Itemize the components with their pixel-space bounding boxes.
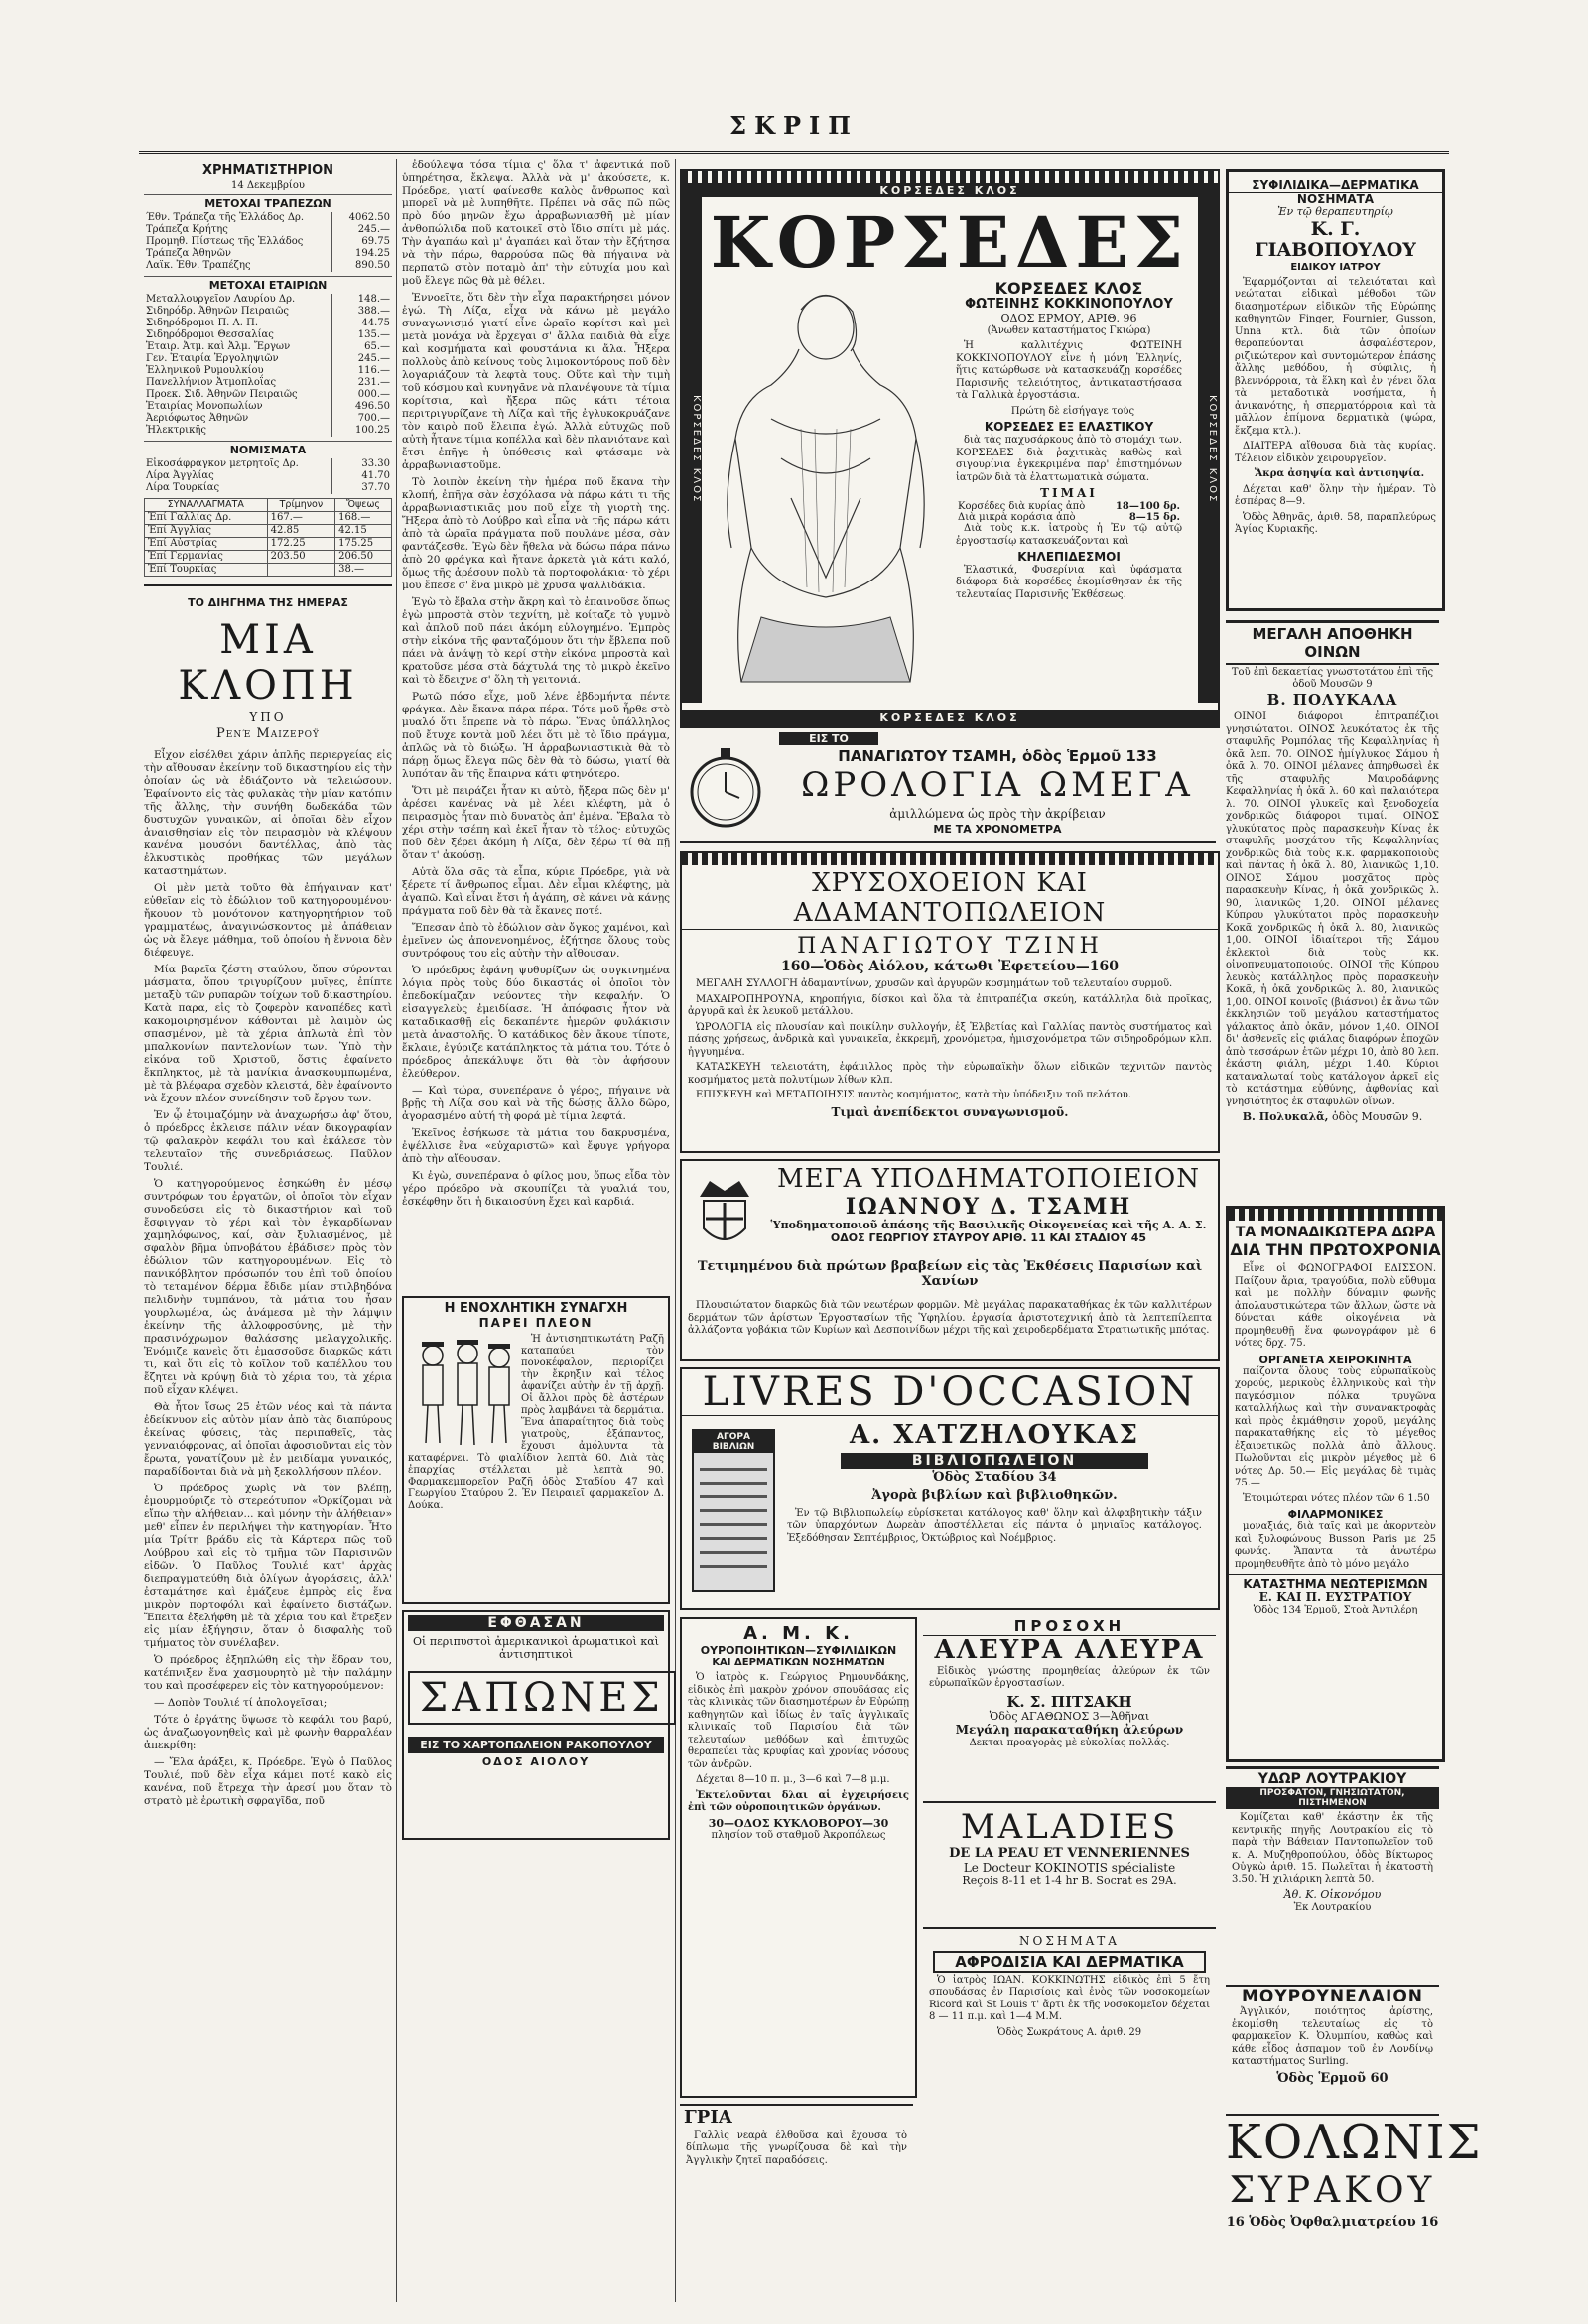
row-value: 65.— bbox=[332, 341, 393, 353]
exchange-title: ΧΡΗΜΑΤΙΣΤΗΡΙΟΝ bbox=[201, 163, 334, 178]
soap-big: ΣΑΠΩΝΕΣ bbox=[408, 1671, 676, 1725]
banks-table bbox=[144, 212, 392, 272]
column-2 bbox=[402, 159, 670, 2302]
pocket-watch-icon bbox=[686, 742, 765, 832]
uro-clinic-heading-1: ΟΥΡΟΠΟΙΗΤΙΚΩΝ—ΣΥΦΙΛΙΔΙΚΩΝ bbox=[700, 1644, 897, 1657]
row-label: Ἠλεκτρικῆς bbox=[146, 425, 206, 436]
corsets-text-block bbox=[950, 280, 1188, 604]
wines-address-name: Β. Πολυκαλᾶ, bbox=[1242, 1110, 1329, 1124]
syph-title2: ΝΟΣΗΜΑΤΑ bbox=[1296, 193, 1375, 206]
story-paragraph: — Ἔλα ἀράξει, κ. Πρόεδρε. Ἐγὼ ὁ Παῦλος Τουλιέ, ποῦ δὲν εἶχα κάμει ποτέ κακὸ εἰς κανένα, ποῦ ἔτρεχα τὴν ἀρεσί μου ὅταν τὸ στρατὸ μὲ ἐρωτικὴ σφραγῖδα, ποῦ bbox=[144, 1756, 392, 1807]
sneezing-men-illustration bbox=[408, 1334, 517, 1453]
fx-label: Ἐπί Ἀγγλίας bbox=[145, 525, 268, 538]
gifts-title: ΤΑ ΜΟΝΑΔΙΚΩΤΕΡΑ ΔΩΡΑ bbox=[1235, 1225, 1436, 1240]
row-label: Τράπεζα Κρήτης bbox=[146, 224, 228, 235]
price-value: 8—15 δρ. bbox=[1128, 512, 1180, 524]
column-1 bbox=[144, 159, 392, 2302]
gifts-heading-1: ΟΡΓΑΝΕΤΑ ΧΕΙΡΟΚΙΝΗΤΑ bbox=[1258, 1353, 1412, 1366]
aphrodisia-address: Ὁδὸς Σωκράτους Α. ἀριθ. 29 bbox=[996, 2026, 1142, 2038]
fx-three-month bbox=[267, 564, 334, 577]
story-paragraph: Θὰ ἦτον ἴσως 25 ἐτῶν νέος καὶ τὰ πάντα ἐδείκνυον εἰς αὐτὸν μίαν ἀπὸ τὰς διαπύρους ἐκείνας φύσεις, τὰς περιπαθεῖς, τὰς γενναιόφρονας, αἱ ὁποῖαι ἀφοσιοῦνται εἰς τὸν ἔρωτα, γονατίζουν μὲ ἐν μειδίαμα γυναικός, παραδίδονται διὰ νὰ μὴ ξεκολλήσουν πλέον. bbox=[144, 1401, 392, 1478]
synagogue-subtitle: ΠΑΡΕΙ ΠΛΕΟΝ bbox=[478, 1316, 594, 1330]
maladies-title: MALADIES bbox=[960, 1807, 1179, 1847]
aphrodisia-title: ΑΦΡΟΔΙΣΙΑ ΚΑΙ ΔΕΡΜΑΤΙΚΑ bbox=[933, 1951, 1206, 1973]
aphrodisia-head: ΝΟΣΗΜΑΤΑ bbox=[1019, 1934, 1120, 1948]
story-column-1 bbox=[144, 749, 392, 1808]
row-value: 116.— bbox=[332, 365, 393, 377]
flour-head: ΠΡΟΣΟΧΗ bbox=[923, 1617, 1216, 1636]
synagogue-text: Ἡ ἀντισηπτικωτάτη Ραζῆ καταπαύει τὸν πονοκέφαλον, περιορίζει τὴν ἔκρηξιν καὶ τέλος ἀφανίζει αὐτὴν ἐν τῇ ἀρχῇ. Οἱ ἄλλοι πρὸς δὲ ἀστέρων πρὸς λαμβάνει τὰ δερμάτια. Ἕνα ἀπαραίτητος διὰ τοὺς γιατροὺς, ἐξάπαντος, ἔχουσι ἀμόλυντα τὰ καταφέρνει. Τὸ φιαλίδιον λεπτὰ 60. Διὰ τὰς ἐπαρχίας στέλλεται μὲ λεπτὰ 90. Φαρμακεμπορεῖον Ραζῆ ὁδὸς Σταδίου 47 καὶ Γεωργίου Σταύρου 2. Ἐν Πειραιεῖ φαρμακεῖον Δ. Δούκα. bbox=[408, 1334, 664, 1511]
story-paragraph: Ἐννοεῖτε, ὅτι δὲν τὴν εἶχα παρακτήρησει μόνον ἐγώ. Τὴ Λίζα, εἶχα νὰ κάνω μὲ μεγάλο συναγωνισμό γιατί εἶνε ὡραῖο κορίτσι καὶ μεὶ μετὰ μονάχα νὰ ἔρχεγαι σ' ἄλλα παιδιὰ θὰ εἶχε καὶ κοσμήματα καὶ φουστάνια κι ἄλα. Ἦξερα πολλοὺς ἀπὸ κείνους τοὺς λιμοκοντόρους ποῦ δὲν λογαριάζουν τὰ λεφτὰ τους. Οὕτε καὶ τὴν τιμὴ τοῦ κόσμου καὶ κυνηγᾶνε νὰ πλανέψουνε τὰ τίμια κορίτσια, καὶ ἤξερα πῶς κάτι τέτοια περιτριγυρίζανε τὴ Λίζα καὶ τῆς ἐγλυκοκρυάζανε τὸν καιρὸ ποῦ ἔλειπα ἐγώ. Ἀλλὰ εὐτυχῶς ποῦ αὐτὴ ἦτανε τίμια κοπέλλα καὶ δὲν πλανιότανε καὶ ἔτσι ἐπῆγε ἡ ὑπόθεσις καὶ φτάσαμε νὰ ἀρραβωνιαστοῦμε. bbox=[402, 292, 670, 471]
table-row bbox=[144, 306, 392, 318]
story-column-2 bbox=[402, 159, 670, 1290]
watches-name: ΠΑΝΑΓΙΩΤΟΥ ΤΣΑΜΗ, ὁδὸς Ἑρμοῦ 133 bbox=[838, 747, 1157, 765]
table-row bbox=[144, 353, 392, 365]
corsets-address2: (Ἀνωθεν καταστήματος Γκιώρα) bbox=[987, 324, 1151, 336]
tutor-ad bbox=[680, 2104, 913, 2195]
fx-sight: 42.15 bbox=[335, 525, 392, 538]
books-title: LIVRES D'OCCASION bbox=[682, 1369, 1218, 1416]
fx-header: ΣΥΝΑΛΛΑΓΜΑΤΑ bbox=[145, 499, 268, 512]
row-value: 135.— bbox=[332, 329, 393, 341]
fx-three-month: 172.25 bbox=[267, 538, 334, 551]
soap-headline: ΕΦΘΑΣΑΝ bbox=[408, 1615, 664, 1631]
gifts-title2: ΔΙΑ ΤΗΝ ΠΡΩΤΟΧΡΟΝΙΑ bbox=[1230, 1240, 1441, 1259]
table-row bbox=[144, 401, 392, 413]
price-row bbox=[958, 501, 1180, 512]
row-value: 000.— bbox=[332, 389, 393, 401]
flour-title: ΑΛΕΥΡΑ ΑΛΕΥΡΑ bbox=[934, 1635, 1205, 1665]
story-paragraph: Ἔπεσαν ἀπὸ τὸ ἐδώλιον σὰν ὄγκος χαμένοι, καὶ ἐμεῖνεν ὡς ἀπονενοημένος, ἐζήτησε ὅλους τοὺς συντρόφους του εἰς αὐτὴν τὴν αἴθουσαν. bbox=[402, 922, 670, 960]
row-label: Μεταλλουργεῖον Λαυρίου Δρ. bbox=[146, 294, 296, 305]
story-paragraph: Τότε ὁ ἐργάτης ὕψωσε τὸ κεφάλι του βαρύ, ὡς ἀναζωογονηθεὶς καὶ μὲ φωνὴν θαρραλέαν ἀπεκρίθη: bbox=[144, 1714, 392, 1751]
uro-clinic-heading-2: ΚΑΙ ΔΕΡΜΑΤΙΚΩΝ ΝΟΣΗΜΑΤΩΝ bbox=[712, 1657, 885, 1668]
tutor-title: ΓΡΙΑ bbox=[684, 2107, 732, 2128]
table-row bbox=[144, 341, 392, 353]
books-text-block bbox=[781, 1421, 1208, 1548]
row-label: Λαϊκ. Ἐθν. Τραπέζης bbox=[146, 260, 251, 271]
table-row bbox=[144, 482, 392, 494]
row-value: 69.75 bbox=[332, 236, 393, 248]
corsets-address: ΟΔΟΣ ΕΡΜΟΥ, ΑΡΙΘ. 96 bbox=[1000, 312, 1137, 325]
row-label: Λίρα Ἀγγλίας bbox=[146, 470, 214, 481]
row-label: Ἑλληνικοῦ Ρυμουλκίου bbox=[146, 365, 264, 376]
maladies-sub: DE LA PEAU ET VENNERIENNES bbox=[949, 1846, 1190, 1862]
ads-area bbox=[680, 159, 1483, 2307]
syph-name: Κ. Γ. ΓΙΑΒΟΠΟΥΛΟΥ bbox=[1255, 217, 1416, 262]
books-name: Α. ΧΑΤΖΗΛΟΥΚΑΣ bbox=[849, 1420, 1140, 1450]
fx-label: Ἐπί Γαλλίας Δρ. bbox=[145, 512, 268, 525]
corsets-text-5: Ἐλαστικά, Φυσερίνια καὶ ὑφάσματα διάφορα διὰ κορσέδες ἐκομίσθησαν ἐκ τῆς τελευταίας Παρισινῆς Ἐκθέσεως. bbox=[956, 564, 1182, 600]
fx-three-month: 42.85 bbox=[267, 525, 334, 538]
syph-clinic-ad bbox=[1226, 169, 1445, 611]
companies-table bbox=[144, 294, 392, 437]
watches-title: ΕΙΣ ΤΟ bbox=[779, 732, 878, 745]
story-paragraph: Ὁ πρόεδρος ἐφάνη ψυθυρίζων ὡς συγκινημένα λόγια πρὸς τοὺς δύο δικαστάς οἱ ὁποῖοι τὸν ἐπεδοκίμαζαν νεύοντες τὴν κεφαλήν. Ὁ εἰσαγγελεὺς ἐμειδίασε. Ἡ ἀπόφασις ἦτον νὰ καταδικασθῇ εἰς δεκαπέντε ἡμερῶν φυλάκισιν μετὰ ἀναστολῆς. Ὁ κατάδικος δὲν ἄκουε τίποτε, ἔκλαιε, ἐγύριζε κατάπληκτος τὰ μάτια του. Τότε ὁ πρόεδρος ἀπεκάλυψε ὅτι θὰ τὸν ἀφήσουν ἐλεύθερον. bbox=[402, 965, 670, 1080]
story-paragraph: Ὅτι μὲ πειράζει ἦταν κι αὐτὸ, ἤξερα πῶς δὲν μ' ἀρέσει κανένας νὰ μὲ λέει κλέφτη, μὰ ὁ πειρασμὸς ἦταν πιὸ δυνατὸς ἀπ' ἐμένα. Ἔβαλα τὸ χέρι στὴν τσέπη καὶ ἐκεῖ ἦταν τὸ τέλος· εὐτυχῶς ποῦ δὲν ξέρει ἀκόμη ἡ Λίζα, δὲν ξέρω τί θὰ πῇ ὅταν τ' ἀκούσῃ. bbox=[402, 785, 670, 861]
fx-header-row bbox=[145, 499, 392, 512]
table-row bbox=[144, 458, 392, 470]
story-paragraph: Ἐκεῖνος ἐσήκωσε τὰ μάτια του δακρυσμένα, ἐψέλλισε ἕνα «εὐχαριστῶ» καὶ ἔφυγε γρήγορα ἀπὸ τὴν αἴθουσαν. bbox=[402, 1127, 670, 1165]
corsets-sideband-left: ΚΟΡΣΕΔΕΣ ΚΛΟΣ bbox=[682, 196, 702, 703]
row-label: Γεν. Ἑταιρία Ἐργοληψιῶν bbox=[146, 353, 279, 364]
aphrodisia-ad bbox=[923, 1935, 1216, 2094]
story-paragraph: Κι ἐγὼ, συνεπέρανα ὁ φίλος μου, ὅπως εἶδα τὸν γέρο πρόεδρο νὰ σκουπίζει τὰ γυαλιά του, ἐσκέφθην ὅτι ἡ δικαιοσύνη ἔχει καὶ καρδιά. bbox=[402, 1170, 670, 1208]
gifts-text-3: μοναξιάς, διὰ ταῖς καὶ με ἀκορντεὸν καὶ ξυλοφώνους Busson Paris με 25 φωνάς. Ἅπαντα τὰ ἀνωτέρω προμηθευθῆτε ἀπὸ τὸ μόνο μεγάλο bbox=[1235, 1521, 1436, 1570]
table-row bbox=[144, 389, 392, 401]
jewelry-name: ΠΑΝΑΓΙΩΤΟΥ ΤΖΙΝΗ bbox=[797, 933, 1103, 959]
codliver-title: ΜΟΥΡΟΥΝΕΛΑΙΟΝ bbox=[1241, 1987, 1424, 2006]
story-paragraph: Οἱ μὲν μετὰ τοῦτο θὰ ἐπήγαιναν κατ' εὐθεῖαν εἰς τὸ ἐδώλιον τοῦ κατηγορουμένου· ἤκουον τὸ μονότονον κατηγορητήριον τοῦ γραμματέως, ἀναγινώσκοντος μὲ ἀπάθειαν ὡς νὰ ἔλεγε μάθημα, τοῦ ὁποίου ἡ ἔννοια δὲν διέφευγε. bbox=[144, 882, 392, 959]
price-item: Διὰ μικρὰ κοράσια ἀπὸ bbox=[958, 512, 1076, 524]
corsets-bold2: ΚΗΛΕΠΙΔΕΣΜΟΙ bbox=[1017, 550, 1121, 565]
jewelry-text-5: ΕΠΙΣΚΕΥΗ καὶ ΜΕΤΑΠΟΙΗΣΙΣ παντὸς κοσμήματος, κατὰ τὴν ὑπόδειξιν τοῦ πελάτου. bbox=[696, 1090, 1131, 1101]
maladies-ad bbox=[923, 1808, 1216, 1929]
syph-cure: Ἄκρα ἀσηψία καὶ ἀντισηψία. bbox=[1254, 468, 1425, 480]
soap-text: Οἱ περιπυστοὶ ἀμερικανικοὶ ἀρωματικοὶ καὶ ἀντισηπτικοὶ bbox=[413, 1635, 659, 1661]
gifts-text-1: παίζοντα ὅλους τοὺς εὐρωπαϊκοὺς χορούς, μερικοὺς ἑλληνικοὺς καὶ τὴν παγκόσμιον πόλκα τρυγῶνα καταλλήλως καὶ τὴν συνανακτροφὰς καὶ πρὸς ἐκμάθησιν χοροῦ, μεγάλης παρακαταθήκης εἰς τὸ μέγεθος ἐξαιρετικῶς πολλὰ ἀπὸ ἄλλους. Πωλοῦνται εἰς μικρὸν μέγεθος μὲ 6 νότες Δρ. 50.— Εἰς μεγάλας δὲ τιμὰς 75.— bbox=[1235, 1365, 1436, 1488]
fx-label: Ἐπί Γερμανίας bbox=[145, 551, 268, 564]
loutraki-sub: ΠΡΟΣΦΑΤΟΝ, ΓΝΗΣΙΩΤΑΤΟΝ, ΠΙΣΤΗΜΕΝΟΝ bbox=[1226, 1787, 1439, 1809]
masthead-title: ΣΚΡΙΠ bbox=[729, 111, 859, 140]
masthead bbox=[139, 111, 1449, 154]
row-label: Σιδηρόδρομοι Π. Α. Π. bbox=[146, 318, 258, 328]
price-value: 18—100 δρ. bbox=[1115, 501, 1180, 513]
books-shop: ΒΙΒΛΙΟΠΩΛΕΙΟΝ bbox=[841, 1453, 1148, 1469]
uro-clinic-address: 30—ΟΔΟΣ ΚΥΚΛΟΒΟΡΟΥ—30 bbox=[708, 1816, 889, 1830]
row-value: 700.— bbox=[332, 413, 393, 425]
cologne-address: 16 Ὁδὸς Ὀφθαλμιατρείου 16 bbox=[1226, 2214, 1439, 2230]
table-row bbox=[144, 365, 392, 377]
story-section-title: ΤΟ ΔΙΗΓΗΜΑ ΤΗΣ ΗΜΕΡΑΣ bbox=[188, 596, 348, 609]
royal-crest-icon bbox=[690, 1175, 759, 1254]
corsets-ad bbox=[680, 169, 1220, 728]
fx-sight: 38.— bbox=[335, 564, 392, 577]
row-label: Προεκ. Σιδ. Ἀθηνῶν Πειραιῶς bbox=[146, 389, 298, 400]
currency-title: ΝΟΜΙΣΜΑΤΑ bbox=[144, 441, 392, 456]
corset-figure-illustration bbox=[712, 290, 940, 687]
table-row bbox=[144, 425, 392, 437]
loutraki-water-ad bbox=[1226, 1766, 1439, 1983]
codliver-address: Ὁδὸς Ἑρμοῦ 60 bbox=[1276, 2070, 1389, 2086]
fx-header: Ὄψεως bbox=[335, 499, 392, 512]
codliver-oil-ad bbox=[1226, 1985, 1439, 2111]
story-title: ΜΙΑ ΚΛΟΠΗ bbox=[178, 617, 358, 709]
fx-sight: 175.25 bbox=[335, 538, 392, 551]
gifts-heading-3: ΚΑΤΑΣΤΗΜΑ ΝΕΩΤΕΡΙΣΜΩΝ bbox=[1229, 1574, 1442, 1591]
corsets-prices bbox=[950, 501, 1188, 523]
table-row bbox=[145, 564, 392, 577]
story-paragraph: ἐδούλεψα τόσα τίμια ς' ὅλα τ' ἀφεντικά ποῦ ὑπηρέτησα, ἔκλεψα. Ἀλλὰ νὰ μ' ἀκούσετε, κ. Πρόεδρε, γιατί φαίνεσθε καλὸς ἄνθρωπος καὶ μπορεῖ νὰ μὲ λυπηθῆτε. Πρέπει νὰ σᾶς πῶ πῶς πρὸ δύο μηνῶν ἔχω ἀρραβωνιασθῆ μὲ μίαν ἀνθοπώλιδα ποῦ κατοικεῖ στὸ ἴδιο σπίτι μὲ μάς. Τὴν ἀγαπάω καὶ μ' ἀγαπάει καὶ ὅταν τὴν ἔζήτησα νὰ τὴν πάρω, θαρρούσα πῶς θὰ πήγαινα νὰ περπατῶ στὸν ποταμὸ ἀπ' τὴν εὐτυχία μου καὶ μοῦ ἔλεγε πῶς θὰ μὲ θέλει. bbox=[402, 159, 670, 287]
syph-role: ΕΙΔΙΚΟΥ ΙΑΤΡΟΥ bbox=[1290, 262, 1381, 274]
table-row bbox=[145, 538, 392, 551]
cologne-title: ΚΟΛΩΝΙΣ bbox=[1226, 2115, 1483, 2170]
synagogue-ad bbox=[402, 1296, 670, 1604]
table-row bbox=[144, 377, 392, 389]
exchange-date: 14 Δεκεμβρίου bbox=[231, 180, 305, 191]
corsets-text-2: Πρώτη δὲ εἰσήγαγε τοὺς bbox=[1010, 405, 1135, 417]
story-header bbox=[144, 584, 392, 741]
table-row bbox=[144, 294, 392, 306]
uro-clinic-text: Ὁ ἰατρὸς κ. Γεώργιος Ρημουνδάκης, εἰδικὸς ἐπὶ μακρὸν χρόνον σπουδάσας εἰς τὰς κλινικὰς τῶν διασημοτέρων ἐν Εὐρώπῃ καθηγητῶν καὶ ἰδίως ἐν ταῖς ἀγγλικαῖς κλινικαῖς τοῦ Παρισίου διὰ τῶν τελευταίων μεθόδων καὶ ἐπιτυχῶς θεραπεύει τὰς κρυφίας καὶ χρονίας νόσους τῶν ἀνδρῶν. bbox=[688, 1672, 909, 1770]
syph-hours: Δέχεται καθ' ὅλην τὴν ἡμέραν. Τὸ ἑσπέρας 8—9. bbox=[1235, 483, 1436, 508]
flour-text: Εἰδικὸς γνώστης προμηθείας ἀλεύρων ἐκ τῶν εὐρωπαϊκῶν ἐργοστασίων. bbox=[929, 1665, 1210, 1690]
table-row bbox=[144, 248, 392, 260]
fx-sight: 168.— bbox=[335, 512, 392, 525]
syph-address: Ὁδὸς Ἀθηνᾶς, ἀριθ. 58, παραπλεύρως Ἁγίας Κυριακῆς. bbox=[1235, 511, 1436, 536]
corsets-bottom: ΚΟΡΣΕΔΕΣ ΚΛΟΣ bbox=[682, 710, 1218, 726]
table-row bbox=[144, 329, 392, 341]
story-paragraph: — Δοπὸν Τουλιέ τί ἀπολογεῖσαι; bbox=[154, 1697, 328, 1709]
loutraki-sign: Ἀθ. Κ. Οἰκονόμου bbox=[1283, 1888, 1382, 1901]
jewelry-text-3: ὩΡΟΛΟΓΙΑ εἰς πλουσίαν καὶ ποικίλην συλλογήν, ἐξ Ἑλβετίας καὶ Γαλλίας παντὸς συστήματος καὶ πάσης χρήσεως, ἀνδρικὰ καὶ γυναικεῖα, ἐκκρεμῆ, χρονόμετρα, ἠμισχονόμετρα τῶν σιδηροδρόμων κλπ. ἠγγυημένα. bbox=[688, 1021, 1212, 1058]
uro-clinic-ad bbox=[680, 1617, 917, 2098]
row-value: 37.70 bbox=[332, 482, 393, 494]
corsets-sub1: ΚΟΡΣΕΔΕΣ ΚΛΟΣ bbox=[994, 279, 1143, 298]
jewelry-ad bbox=[680, 851, 1220, 1153]
synagogue-title: Η ΕΝΟΧΛΗΤΙΚΗ ΣΥΝΑΓΧΗ bbox=[444, 1301, 628, 1316]
table-row bbox=[145, 512, 392, 525]
table-row bbox=[144, 470, 392, 482]
jewelry-text-1: ΜΕΓΑΛΗ ΣΥΛΛΟΓΗ ἀδαμαντίνων, χρυσῶν καὶ ἀργυρῶν κοσμημάτων τοῦ τελευταίου συρμοῦ. bbox=[696, 978, 1173, 990]
row-value: 496.50 bbox=[332, 401, 393, 413]
wines-ad bbox=[1226, 620, 1439, 1196]
story-paragraph: — Καὶ τώρα, συνεπέρανε ὁ γέρος, πήγαινε νὰ βρῇς τὴ Λίζα σου καὶ νὰ τῆς δώσῃς ἄλλο δῶρο, ἀγορασμένο αὐτή τὴ φορά μὲ τίμια λεφτά. bbox=[402, 1085, 670, 1122]
watches-line2: ΜΕ ΤΑ ΧΡΟΝΟΜΕΤΡΑ bbox=[933, 823, 1062, 836]
watches-big: ΩΡΟΛΟΓΙΑ ΩΜΕΓΑ bbox=[801, 765, 1194, 805]
uro-clinic-note: Ἐκτελοῦνται δλαι αἱ ἐγχειρήσεις ἐπὶ τῶν οὐροποιητικῶν ὀργάνων. bbox=[688, 1789, 909, 1813]
shoes-text: Πλουσιώτατον διαρκῶς διὰ τῶν νεωτέρων φορμῶν. Μὲ μεγάλας παρακαταθήκας ἐκ τῶν καλλιτέρων δερμάτων τῶν ἀρίστων Ἐργοστασίων τῆς Ὑφηλίου. ἐργασία ἀριστοτεχνική ἀπὸ τὰ λεπτεπίλεπτα ἀλλάζοντα γοβάκια τῶν Κυρίων καὶ Δεσποινίδων μέχρι τῆς καὶ χειροδερδέματα Στρατιωτικῆς μπότας. bbox=[688, 1300, 1212, 1336]
corsets-top: ΚΟΡΣΕΔΕΣ ΚΛΟΣ bbox=[682, 183, 1218, 197]
companies-title: ΜΕΤΟΧΑΙ ΕΤΑΙΡΙΩΝ bbox=[144, 276, 392, 292]
maladies-hours: Reçois 8-11 et 1-4 hr B. Socrat es 29A. bbox=[962, 1873, 1177, 1887]
story-paragraph: Ἐν ᾧ ἐτοιμαζόμην νὰ ἀναχωρήσω ἀφ' ὅτου, ὁ πρόεδρος ἐκλεισε πάλιν νέαν δικογραφίαν τῷ φαλακρὸν κεφάλι του καὶ ἐκάλεσε τὸν τελευταῖον τῆς συνεδριάσεως. Παῦλον Τουλιέ. bbox=[144, 1109, 392, 1173]
story-paragraph: Ὁ πρόεδρος ἐξηπλώθη εἰς τὴν ἕδραν του, κατέπνιξεν ἕνα χασμουρητὸ μὲ τὴν παλάμην του καὶ προσέφερεν εἰς τὸν κατηγορούμενον: bbox=[144, 1654, 392, 1692]
table-row bbox=[144, 224, 392, 236]
story-paragraph: Ἐγὼ τὸ ἔβαλα στὴν ἄκρη καὶ τὸ ἐπαινοῦσε ὅπως ἐγὼ μπροστὰ στὸν τεχνίτη, μὲ κοίταζε τὸ γυμνὸ καὶ ἀπλοῦ ποῦ πάει ἀκόμη εὐλογημένο. Ἐμπρὸς στὴν εἰκόνα τῆς φανταζόμουν ὅτι τὴν ἔβλεπα ποῦ πάει νὰ ἀνάψῃ τὸ κερί στὴν εἰκόνα μπροστὰ καὶ κρατοῦσε μέσα στὰ δάχτυλά της τὸ μικρὸ ἐκεῖνο καὶ τὸ ἔδειχνε σ' ὅλη τὴ γειτονιά. bbox=[402, 596, 670, 686]
table-row bbox=[145, 525, 392, 538]
banks-title: ΜΕΤΟΧΑΙ ΤΡΑΠΕΖΩΝ bbox=[144, 194, 392, 210]
books-address: Ὁδὸς Σταδίου 34 bbox=[932, 1469, 1057, 1485]
stripe-border bbox=[1229, 1209, 1442, 1221]
row-value: 100.25 bbox=[332, 425, 393, 437]
row-value: 245.— bbox=[332, 224, 393, 236]
stripe-border bbox=[682, 853, 1218, 865]
wines-text: ΟΙΝΟΙ διάφοροι ἐπιτραπέζιοι γνησιώτατοι. ΟΙΝΟΣ λευκότατος ἐκ τῆς σταφυλῆς Ρομπόλας τῆς Κεφαλληνίας ἡ ὀκᾶ λεπ. 70. ΟΙΝΟΣ ἠμίγλυκος Σάμου ἡ ὀκᾶ λ. 70. ΟΙΝΟΙ μέλανες ἀπηρθωσεὶ ἐκ τῆς σταφυλῆς Μαυροδάφνης Κεφαλληνίας ἡ ὀκᾶ λ. 60 καὶ παλαιότερα λ. 70. ΟΙΝΟΙ γλυκεῖς καὶ ξενοδοχεία χονδρικῶς διάφοροι τιμαί. ΟΙΝΟΣ γλυκύτατος πρὸς παρασκευὴν Κίνας ἐκ σταφυλῆς μοσχάτου τῆς Κεφαλληνίας χονδρικῶς διὰ τοὺς κ.κ. φαρμακοποιοὺς καὶ πάντας ἡ ὀκᾶ λ. 80, λιανικῶς 1,10. ΟΙΝΟΣ Σάμου μοσχᾶτος πρὸς παρασκευὴν Κίνας, ἡ ὀκᾶ χονδρικῶς λ. 90, λιανικῶς 1,20. ΟΙΝΟΙ μέλανες Κύπρου γλυκύτατοι πρὸς παρασκευὴν Κοκᾶ χονδρικῶς ἡ ὀκᾶ λ. 80, λιανικῶς 1,00. ΟΙΝΟΙ ἰδιαίτεροι τῆς Σάμου ἐκλεκτοὶ διὰ τοὺς κκ. οἰνοπνευματοποιούς. ΟΙΝΟΙ τῆς Κύπρου λευκὸς κατάλληλος πρὸς παρασκευὴν Κοκᾶ, ἡ ὀκᾶ χονδρικῶς λ. 80, λιανικῶς 1,00. ΟΙΝΟΙ κοινοῖς (βιάσνοι) ἐκ ἄνω τῶν ἐκκλησιῶν τοῦ μεγάλου καταστήματος γάλακτος ἀπὸ ὀκᾶν, μόνον 1,40. ΟΙΝΟΙ δι' ἀσθενεῖς εἰς φιάλας διαφόρων ἐποχῶν ἀπὸ τεσσάρων ἐτῶν μέχρι 10, ἀπὸ 80 λεπ. ἑκάστη φιάλη, μέχρι 1.40. Κύριοι καταναλωταί τοὺς κατάλογον ἀρκεῖ εἰς τὸ κατάστημα εὐθύνης, ἀφθονίας καὶ γνησιότητος ἐκ σταφυλῶν οἴνων. bbox=[1226, 711, 1439, 1107]
gifts-text: Εἶνε οἱ ΦΩΝΟΓΡΑΦΟΙ ΕΔΙΣΣΟΝ. Παίζουν ἄρια, τραγούδια, πολὺ εὔθυμα καὶ με πολλὴν δύναμιν φωνῆς ἀπολαυστικώτερα τῶν ἄλλων, ὥστε νὰ δύναται κάθε οἰκογένεια νὰ προμηθευθῇ ἕνα φωνογράφον μὲ 6 νότες δρχ. 75. bbox=[1235, 1263, 1436, 1349]
story-paragraph: Αὐτὰ ὅλα σᾶς τὰ εἶπα, κύριε Πρόεδρε, γιὰ νὰ ξέρετε τί ἄνθρωπος εἶμαι. Δὲν εἶμαι κλέφτης, μὰ ἀγαπῶ. Καὶ εἶναι ἔτσι ἡ ἀγάπη, σὲ κάνει νὰ κάνῃς πράγματα ποῦ δὲν θὰ τὰ ἔκανες ποτέ. bbox=[402, 866, 670, 917]
row-value: 44.75 bbox=[332, 318, 393, 329]
corsets-sub2: ΦΩΤΕΙΝΗΣ ΚΟΚΚΙΝΟΠΟΥΛΟΥ bbox=[965, 297, 1173, 313]
row-label: Ἑταιρ. Ἀτμ. καὶ Ἀλμ. Ἔργων bbox=[146, 341, 291, 352]
row-value: 890.50 bbox=[332, 260, 393, 272]
row-value: 231.— bbox=[332, 377, 393, 389]
jewelry-address: 160—Ὁδὸς Αἰόλου, κάτωθι Ἐφετείου—160 bbox=[781, 959, 1119, 975]
jewelry-text-2: ΜΑΧΑΙΡΟΠΗΡΟΥΝΑ, κηροπήγια, δίσκοι καὶ ὅλα τὰ ἐπιτραπέζια σκεύη, κατάλληλα διὰ προῖκας, ἀργυρᾶ καὶ ἐκ λευκοῦ μετάλλου. bbox=[688, 993, 1212, 1018]
watches-ad bbox=[680, 732, 1216, 843]
books-text: Ἐν τῷ Βιβλιοπωλείῳ εὑρίσκεται κατάλογος καθ' ὅλην καὶ ἀλφαβητικὴν τάξιν τῶν ὑπαρχόντων Δωρεὰν ἀποστέλλεται εἰς πάντα ὁ μηνιαῖος κατάλογος. Ἐξεδόθησαν Σεπτέμβριος, Ὀκτώβριος καὶ Νοέμβριος. bbox=[787, 1507, 1202, 1544]
row-label: Τράπεζα Ἀθηνῶν bbox=[146, 248, 231, 259]
wines-address-line bbox=[1226, 1111, 1439, 1124]
flour-address: Ὁδὸς ΑΓΑΘΩΝΟΣ 3—Ἀθῆναι bbox=[989, 1710, 1150, 1724]
row-value: 33.30 bbox=[332, 458, 393, 470]
corsets-text-4: Διὰ τοὺς κ.κ. ἰατροὺς ἡ Ἐν τῷ αὐτῷ ἐργοστασίῳ κατασκευάζονται καὶ bbox=[956, 523, 1182, 547]
jewelry-bottom: Τιμαὶ ἀνεπίδεκτοι συναγωνισμοῦ. bbox=[831, 1104, 1069, 1119]
row-value: 4062.50 bbox=[332, 212, 393, 224]
loutraki-sign2: Ἐκ Λουτρακίου bbox=[1293, 1901, 1372, 1913]
story-paragraph: Μία βαρεῖα ζέστη σταύλου, ὅπου σύρονται μάσματα, ὅπου τριγυρίζουν μυῖγες, ἐπίπτε μεταξὺ τῶν ρυπαρῶν τοίχων τοῦ δικαστηρίου. Κατὰ παρα, εἰς τὸ ζοφερὸν καναπέδες κατὶ κακομοιρησμένον κάθονται μὲ λαιμὸν ὡς σπασμένον, μὲ τὰ χέρια ἀπλωτὰ ἐπὶ τὸν μπαλκονίων παντελονίων των. Ὑπὸ τὴν εἰκόνα τοῦ Χριστοῦ, ὅστις ἐφαίνετο ἔκπληκτος, μὲ τὰ μανίκια ἀνασκουμπωμένα, μὲ τὰ βλέφαρα σχεδὸν κλειστά, δὲν ἐφαίνοντο νὰ ἔχουν πλέον συνείδησιν τοῦ ἔργου των. bbox=[144, 964, 392, 1104]
uro-clinic-address2: πλησίον τοῦ σταθμοῦ Ἀκροπόλεως bbox=[711, 1830, 886, 1842]
table-row bbox=[144, 212, 392, 224]
table-row bbox=[145, 551, 392, 564]
row-value: 245.— bbox=[332, 353, 393, 365]
table-row bbox=[144, 260, 392, 272]
loutraki-title: ΥΔΩΡ ΛΟΥΤΡΑΚΙΟΥ bbox=[1257, 1771, 1407, 1787]
price-item: Κορσέδες διὰ κυρίας ἀπὸ bbox=[958, 501, 1086, 513]
jewelry-title: ΧΡΥΣΟΧΟΕΙΟΝ ΚΑΙ ΑΔΑΜΑΝΤΟΠΩΛΕΙΟΝ bbox=[682, 869, 1218, 930]
row-label: Έθν. Τράπεζα τῆς Ἑλλάδος Δρ. bbox=[146, 212, 305, 223]
stripe-border bbox=[682, 171, 1218, 183]
syph-title: ΣΥΦΙΛΙΔΙΚΑ—ΔΕΡΜΑΤΙΚΑ bbox=[1229, 178, 1442, 193]
row-label: Ἀεριόφωτος Ἀθηνῶν bbox=[146, 413, 249, 424]
currency-table bbox=[144, 458, 392, 494]
gifts-ad bbox=[1226, 1206, 1445, 1762]
story-paragraph: Εἶχον εἰσέλθει χάριν ἁπλῆς περιεργείας εἰς τὴν αἴθουσαν ἐκείνην τοῦ δικαστηρίου εἰς τὴν ὁποίαν ὡς νὰ ἐδιάζοντο νὰ τελειώσουν. Ἐφαίνοντο εἰς τὰς φυλακὰς τὴν μίαν κατόπιν τῆς ἄλλης, τὴν συνήθη δωδεκάδα τῶν δυστυχῶν γυναικῶν, αἱ ὁποῖαι δὲν εἶχον ἀναισθησίαν εἰς τὸν πειρασμὸν νὰ κλέψουν κανένα μουσόνι δαντέλλας, ἀπὸ τὰς ἐλκυστικὰς προθήκας τῶν μεγάλων καταστημάτων. bbox=[144, 749, 392, 877]
syph-text: Ἐφαρμόζονται αἱ τελειόταται καὶ νεώταται εἰδικαὶ μέθοδοι τῶν διασημοτέρων εἰδικῶν τῆς Εὐρώπης καθηγητῶν Finger, Fournier, Gusson, Unna κτλ. διὰ τῶν ὁποίων θεραπεύονται ἀσφαλέστερον, ριζικώτερον καὶ συντομώτερον ἐπάσης ἄλλης μεθόδου, ἡ σύφιλις, ἡ βλεννόρροια, τὰ ἕλκη καὶ ἐν γένει ὅλα τὰ μεταδοτικὰ νοσήματα, ἡ ἀνικανότης, ἡ σπερματόρροια καὶ τὰ μᾶλλον ἐπίμονα δερματικὰ (ψώρα, ἔκζεμα κτλ.). bbox=[1235, 276, 1436, 437]
bookshelf-icon bbox=[700, 1459, 767, 1568]
shoes-text-block bbox=[765, 1165, 1212, 1244]
shoes-name: ΙΩΑΝΝΟΥ Δ. ΤΣΑΜΗ bbox=[845, 1193, 1132, 1220]
fx-label: Ἐπί Τουρκίας bbox=[145, 564, 268, 577]
shoes-award: Τετιμημένου διὰ πρώτων βραβείων εἰς τὰς Ἐκθέσεις Παρισίων καὶ Χανίων bbox=[697, 1259, 1203, 1289]
flour-ad bbox=[923, 1617, 1216, 1803]
books-ad bbox=[680, 1367, 1220, 1610]
books-slogan: Ἀγορὰ βιβλίων καὶ βιβλιοθηκῶν. bbox=[871, 1487, 1118, 1503]
row-label: Εἰκοσάφραγκον μετρητοῖς Δρ. bbox=[146, 458, 299, 469]
cologne-ad bbox=[1226, 2114, 1483, 2284]
fx-table bbox=[144, 498, 392, 577]
maladies-doctor: Le Docteur KOKINOTIS spécialiste bbox=[963, 1861, 1176, 1875]
jewelry-text-4: ΚΑΤΑΣΚΕΥΗ τελειοτάτη, ἐφάμιλλος πρὸς τὴν εὐρωπαϊκὴν ὅλων εἰδικῶν τεχνιτῶν παντὸς κοσμήματος μετὰ πολυτίμων λίθων κλπ. bbox=[688, 1062, 1212, 1086]
story-paragraph: Ὁ πρόεδρος χωρὶς νὰ τὸν βλέπῃ, ἐμουρμούριζε τὸ στερεότυπον «Ὀρκίζομαι νὰ εἴπω τὴν ἀλήθειαν... καὶ μόνην τὴν ἀλήθειαν» μεθ' εἶπεν ἐν περιλήψει τὴν κατηγορίαν. Ἦτο μία Τρίτη βράδυ εἰς τὰ Κάρτερα πῶς τοῦ Λούβρου καὶ εἰς τὸ τμῆμα τῶν Παρισινῶν εἰδῶν. Ὁ Παῦλος Τουλιέ κατ' ἀρχὰς διεπραγματεύθη διὰ ὀλίγων ἀγοράσεις, ἀλλ' ἐσταμάτησε καὶ ἐμάζευε ἐμπρὸς εἰς ἕνα μικρὸν πορτοφόλι καὶ ἐφαίνετο διστάζων. Ἔπειτα ἐξελήφθη μὲ τὰ χέρια του καὶ ἔτρεξεν εἰς μίαν ἐξήγησιν, ὅταν ὁ δισφαλὴς τοῦ τμήματος τὸν συνέλαβεν. bbox=[144, 1483, 392, 1649]
flour-foot: Δεκται προαγορὰς μὲ εὐκολίας πολλάς. bbox=[969, 1737, 1170, 1748]
price-row bbox=[958, 512, 1180, 523]
story-paragraph: Τὸ λοιπὸν ἐκείνη τὴν ἡμέρα ποῦ ἔκανα τὴν κλοπή, ἐπῆγα σὰν ἐσχόλασα νὰ πάρω κάτι τι τῆς ἀρραβωνιαστικιᾶς μου ποῦ εἶχε τὴ γιορτὴ της. Ἤξερα ἀπὸ τὸ Λούβρο καὶ εἶπα νὰ τῆς πάρω κάτι ἀπὸ τὰ ὡραῖα πράγματα ποῦ πουλάνε μέσα, σὰν φαντάζεσθε. Ἐγὼ δὲν ἤθελα νὰ δώσω πάρα πάνω ἀπὸ 20 φράγκα καὶ ἤτανε ἀρκετὰ γιὰ κάτι καλό, ὅμως τῆς ἀρέσουν πολὺ τὰ πορτοφολάκια· τὸ χέρι μου ἔπεσε σ' ἕνα μικρὸ μὲ χρυσᾶ ψαλλιδάκια. bbox=[402, 476, 670, 591]
fx-label: Ἐπί Αὐστρίας bbox=[145, 538, 268, 551]
corsets-bold: ΚΟΡΣΕΔΕΣ ΕΞ ΕΛΑΣΤΙΚΟΥ bbox=[984, 420, 1154, 435]
loutraki-text: Κομίζεται καθ' ἑκάστην ἐκ τῆς κεντρικῆς πηγῆς Λουτρακίου εἰς τὸ παρὰ τὴν Βάθειαν Παντοπωλεῖον τοῦ κ. Α. Μυζηθροπούλου, ὁδὸς Βίκτωρος Οὑγκὼ ἀριθ. 15. Πωλεῖται ἡ ἑκατοστὴ 3.50. Ἡ χιλιάρικη λεπτὰ 50. bbox=[1232, 1812, 1433, 1885]
wines-name: Β. ΠΟΛΥΚΑΛΑ bbox=[1266, 691, 1398, 709]
aphrodisia-text: Ὁ ἰατρὸς ΙΩΑΝ. ΚΟΚΚΙΝΩΤΗΣ εἰδικὸς ἐπὶ 5 ἔτη σπουδάσας ἐν Παρισίοις καὶ ἐνὸς τῶν νοσοκομείων Ricord καὶ St Louis τ' ἄρτι ἐκ τῆς νοσοκομεῖον δέχεται 8 — 11 π.μ. καὶ 1—4 Μ.Μ. bbox=[929, 1974, 1210, 2023]
flour-bold: Μεγάλη παρακαταθήκη ἀλεύρων bbox=[955, 1722, 1184, 1737]
shoes-ad bbox=[680, 1159, 1220, 1361]
fx-three-month: 167.— bbox=[267, 512, 334, 525]
story-paragraph: Ρωτῶ πόσο εἶχε, μοῦ λένε ἑβδομήντα πέντε φράγκα. Δὲν ἔκανα πάρα πέρα. Τότε μοῦ ἦρθε στὸ μυαλό ὅτι ἔπρεπε νὰ τὸ πάρω. Ἕνας ὑπάλληλος ποῦ ἔτυχε κοντὰ μοῦ λέει ὅτι μὲ τὸ ἴδιο πράγμα, ἀπλῶς νὰ τὸ διώξω. Ἡ ἀρραβωνιαστικιὰ θὰ τὸ πάρῃ ὅμως ἔλεγα πῶς δὲν θὰ τὸ δώσω, γιατί θὰ λυπόταν ἂν τῆς ἔπαιρνα κάτι φτηνότερο. bbox=[402, 691, 670, 780]
tutor-text: Γαλλὶς νεαρὰ ἐλθοῦσα καὶ ἔχουσα τὸ δίπλωμα τῆς γνωρίζουσα δὲ καὶ τὴν Ἀγγλικὴν ζητεῖ παραδόσεις. bbox=[686, 2130, 907, 2166]
row-value: 148.— bbox=[332, 294, 393, 306]
corsets-prices-title: ΤΙΜΑΙ bbox=[1040, 486, 1098, 501]
uro-clinic-hours: Δέχεται 8—10 π. μ., 3—6 καὶ 7—8 μ.μ. bbox=[696, 1774, 890, 1785]
watches-line1: ἀμιλλώμενα ὡς πρὸς τὴν ἀκρίβειαν bbox=[889, 807, 1106, 821]
table-row bbox=[144, 413, 392, 425]
row-value: 194.25 bbox=[332, 248, 393, 260]
row-value: 41.70 bbox=[332, 470, 393, 482]
wines-title: ΜΕΓΑΛΗ ΑΠΟΘΗΚΗ ΟΙΝΩΝ bbox=[1226, 620, 1439, 665]
story-author: Ρενέ Μαιζεροϋ bbox=[216, 726, 320, 741]
table-row bbox=[144, 236, 392, 248]
row-label: Προμηθ. Πίστεως τῆς Ἑλλάδος bbox=[146, 236, 304, 247]
flour-name: Κ. Σ. ΠΙΤΣΑΚΗ bbox=[1006, 1692, 1132, 1711]
fx-header: Τρίμηνον bbox=[267, 499, 334, 512]
shoes-sub: Ὑποδηματοποιοῦ ἁπάσης τῆς Βασιλικῆς Οἰκογενείας καὶ τῆς Α. Α. Σ. bbox=[770, 1219, 1207, 1232]
wines-address: ὁδὸς Μουσῶν 9. bbox=[1331, 1110, 1423, 1124]
gifts-address: Ὁδὸς 134 Ἑρμοῦ, Στοὰ Ἀντιλέρη bbox=[1253, 1604, 1418, 1615]
books-illustration bbox=[692, 1429, 775, 1592]
fx-sight: 206.50 bbox=[335, 551, 392, 564]
row-label: Σιδηρόδρ. Ἀθηνῶν Πειραιῶς bbox=[146, 306, 290, 317]
story-by: ΥΠΟ bbox=[249, 710, 287, 724]
cologne-sub: ΣΥΡΑΚΟΥ bbox=[1229, 2170, 1436, 2212]
column-rule bbox=[396, 159, 397, 2302]
table-row bbox=[144, 318, 392, 329]
corsets-title: ΚΟΡΣΕΔΕΣ bbox=[710, 201, 1190, 284]
row-value: 388.— bbox=[332, 306, 393, 318]
row-label: Ἑταιρίας Μονοπωλίων bbox=[146, 401, 263, 412]
shoes-title: ΜΕΓΑ ΥΠΟΔΗΜΑΤΟΠΟΙΕΙΟΝ bbox=[777, 1164, 1200, 1194]
fx-three-month: 203.50 bbox=[267, 551, 334, 564]
corsets-text-1: Ἡ καλλιτέχνις ΦΩΤΕΙΝΗ ΚΟΚΚΙΝΟΠΟΥΛΟΥ εἶνε ἡ μόνη Ἑλληνίς, ἥτις κατώρθωσε νὰ κατασκευάζῃ κορσέδες Παρισινῆς τελειότητος, ἀντικαταστήσασα τὰ Γαλλικὰ ἐργοστάσια. bbox=[956, 340, 1182, 402]
story-paragraph: Ὁ κατηγορούμενος ἐσηκώθη ἐν μέσῳ συντρόφων του ἐργατῶν, οἱ ὁποῖοι τὸν εἶχαν συνοδεύσει εἰς τὸ δικαστήριον καὶ τοῦ ἔσφιγγαν τὸ χέρι καὶ τὸν ἐγκαρδίωναν χαμηλόφωνος, καί, σὰν ξυλιασμένος, μὲ σφαλὸν βῆμα ὑπνοβάτου ἐβάδισεν πρὸς τὸν ἐδώλιον τῶν κατηγορουμένων. Εἰς τὸ πανικόβλητον πρόσωπόν του ἐπὶ τοῦ ὁποίου τὸ τεταμένον δέρμα ἔδιδε μίαν στιλβηδόνα πελιδνὴν τυμπάνου, τὰ μάτια του ἦσαν γουρλωμένα, ὡς ἀνάμεσα μὲ τὴν λάμψιν ἐκείνην τῆς ἀλλοφροσύνης, μὲ τὴν πρασινόχρωμον θαλάσσης μελαγχολικῆς. Ἐνόμιζε κανεὶς ὅτι ἐμασσοῦσε διαρκῶς κάτι τι, καὶ ὅτι εἰς τὸ κοῖλον τοῦ καπέλλου του ἔζητει νὰ κρύψῃ διὰ τὸ χέρια του, τὰ χέρια ποῦ εἶχαν κλέψει. bbox=[144, 1178, 392, 1396]
row-label: Σιδηρόδρομοι Θεσσαλίας bbox=[146, 329, 274, 340]
syph-rooms: ΔΙΑΙΤΕΡΑ αἴθουσα διὰ τὰς κυρίας. Τέλειον εἰδικὸν χειρουργεῖον. bbox=[1235, 441, 1436, 464]
row-label: Λίρα Τουρκίας bbox=[146, 482, 220, 493]
corsets-text-3: διὰ τὰς παχυσάρκους ἀπὸ τὸ στομάχι των. ΚΟΡΣΕΔΕΣ διὰ ῥαχιτικὰς καθὼς καὶ σιγουρίνια ἐγκεκριμένα παρ' ἐπιστημόνων ἰατρῶν διὰ τὰ ἐλαττωματικὰ σώματα. bbox=[956, 435, 1182, 483]
soap-store: ΕΙΣ ΤΟ ΧΑΡΤΟΠΩΛΕΙΟΝ ΡΑΚΟΠΟΥΛΟΥ bbox=[408, 1737, 664, 1753]
column-rule bbox=[675, 159, 676, 2302]
uro-clinic-title: Α. Μ. Κ. bbox=[743, 1623, 854, 1644]
gifts-heading-2: ΦΙΛΑΡΜΟΝΙΚΕΣ bbox=[1287, 1508, 1384, 1521]
wines-sub: Τοῦ ἐπὶ δεκαετίας γνωστοτάτου ἐπὶ τῆς ὁδοῦ Μουσῶν 9 bbox=[1231, 667, 1434, 690]
syph-lead: Ἐν τῷ θεραπευτηρίῳ bbox=[1277, 205, 1393, 218]
corsets-sideband-right: ΚΟΡΣΕΔΕΣ ΚΛΟΣ bbox=[1198, 196, 1218, 703]
row-label: Πανελλήνιον Ἀτμοπλοΐας bbox=[146, 377, 277, 388]
gifts-text-2: Ἑτοιμώτεραι νότες πλέον τῶν 6 1.50 bbox=[1243, 1492, 1430, 1504]
exchange-section bbox=[144, 163, 392, 577]
gifts-name: Ε. ΚΑΙ Π. ΕΥΣΤΡΑΤΙΟΥ bbox=[1258, 1590, 1412, 1604]
shoes-address: ΟΔΟΣ ΓΕΩΡΓΙΟΥ ΣΤΑΥΡΟΥ ΑΡΙΘ. 11 ΚΑΙ ΣΤΑΔΙΟΥ 45 bbox=[830, 1230, 1147, 1244]
soap-street: ΟΔΟΣ ΑΙΟΛΟΥ bbox=[481, 1755, 591, 1768]
books-illustration-label: ΑΓΟΡΑ ΒΙΒΛΙΩΝ bbox=[694, 1431, 773, 1453]
soap-ad bbox=[402, 1610, 670, 1840]
codliver-text: Ἀγγλικόν, ποιότητος ἀρίστης, ἐκομίσθη τελευταίως εἰς τὸ φαρμακεῖον Κ. Ὀλυμπίου, καθὼς καὶ κάθε εἶδος ἀσπαμον τοῦ ἐν Λονδίνῳ καταστήματος Surling. bbox=[1232, 2006, 1433, 2067]
